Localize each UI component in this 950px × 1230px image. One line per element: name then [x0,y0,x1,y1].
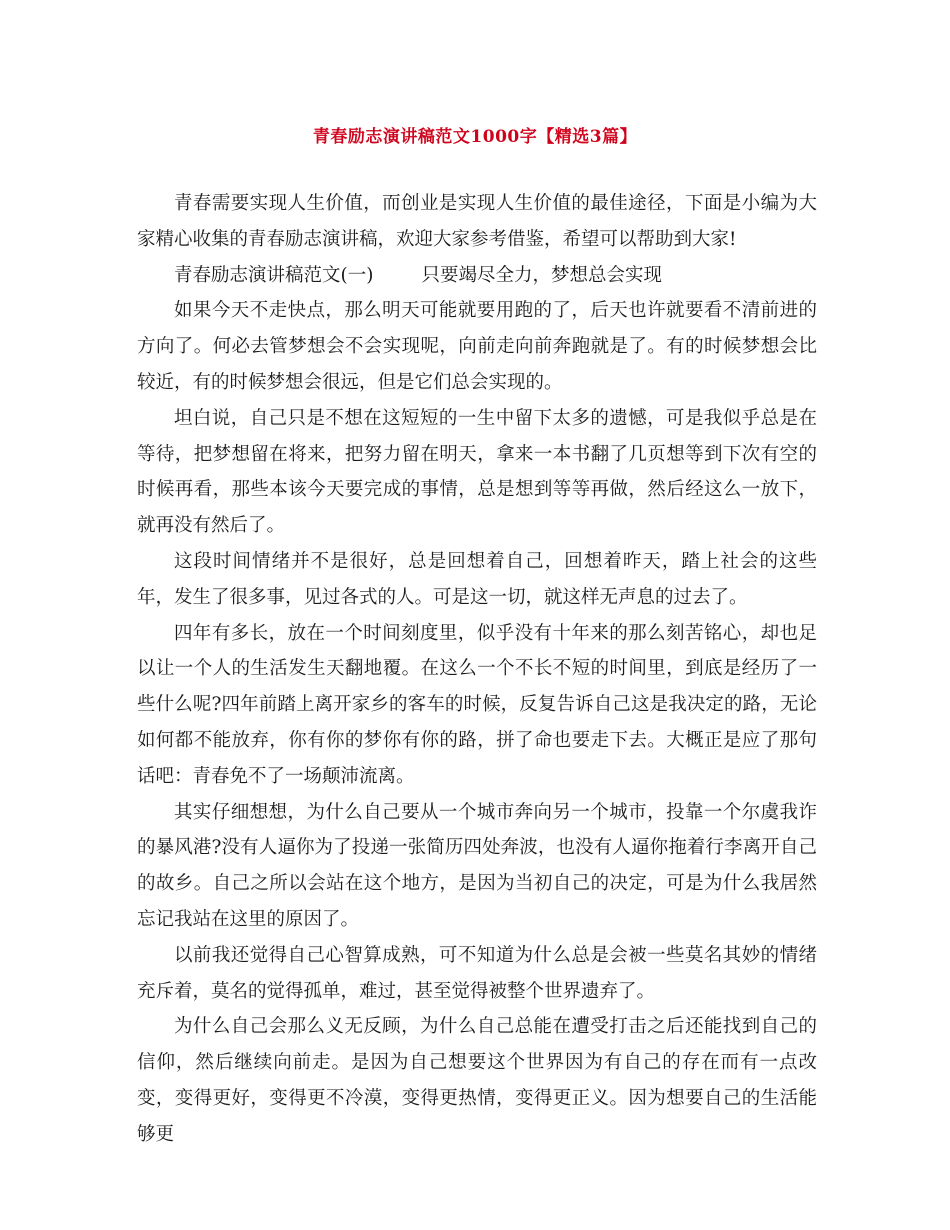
body-paragraph: 这段时间情绪并不是很好，总是回想着自己，回想着昨天，踏上社会的这些年，发生了很多事，见过各式的人。可是这一切，就这样无声息的过去了。 [137,550,817,608]
document-body [137,186,817,1153]
section-heading-label: 青春励志演讲稿范文(一) [174,264,374,286]
body-paragraph: 为什么自己会那么义无反顾，为什么自己总能在遭受打击之后还能找到自己的信仰，然后继续向前走。是因为自己想要这个世界因为有自己的存在而有一点改变，变得更好，变得更不冷漠，变得更热情，变得更正义。因为想要自己的生活能够更 [137,1016,817,1145]
section-heading [137,258,817,294]
body-paragraph: 如果今天不走快点，那么明天可能就要用跑的了，后天也许就要看不清前进的方向了。何必去管梦想会不会实现呢，向前走向前奔跑就是了。有的时候梦想会比较近，有的时候梦想会很远，但是它们总会实现的。 [137,300,817,393]
body-paragraph: 坦白说，自己只是不想在这短短的一生中留下太多的遗憾，可是我似乎总是在等待，把梦想留在将来，把努力留在明天，拿来一本书翻了几页想等到下次有空的时候再看，那些本该今天要完成的事情，总是想到等等再做，然后经这么一放下，就再没有然后了。 [137,407,817,537]
body-paragraph: 以前我还觉得自己心智算成熟，可不知道为什么总是会被一些莫名其妙的情绪充斥着，莫名的觉得孤单，难过，甚至觉得被整个世界遗弃了。 [137,944,817,1002]
body-paragraph: 其实仔细想想，为什么自己要从一个城市奔向另一个城市，投靠一个尔虞我诈的暴风港?没有人逼你为了投递一张简历四处奔波，也没有人逼你拖着行李离开自己的故乡。自己之所以会站在这个地方，是因为当初自己的决定，可是为什么我居然忘记我站在这里的原因了。 [137,801,817,930]
section-heading-subtitle: 只要竭尽全力，梦想总会实现 [421,264,662,286]
document-title: 青春励志演讲稿范文1000字【精选3篇】 [312,127,638,147]
body-paragraph: 四年有多长，放在一个时间刻度里，似乎没有十年来的那么刻苦铭心，却也足以让一个人的生活发生天翻地覆。在这么一个不长不短的时间里，到底是经历了一些什么呢?四年前踏上离开家乡的客车的时候，反复告诉自己这是我决定的路，无论如何都不能放弃，你有你的梦你有你的路，拼了命也要走下去。大概正是应了那句话吧：青春免不了一场颠沛流离。 [137,622,817,787]
intro-paragraph: 青春需要实现人生价值，而创业是实现人生价值的最佳途径，下面是小编为大家精心收集的青春励志演讲稿，欢迎大家参考借鉴，希望可以帮助到大家! [137,193,817,250]
